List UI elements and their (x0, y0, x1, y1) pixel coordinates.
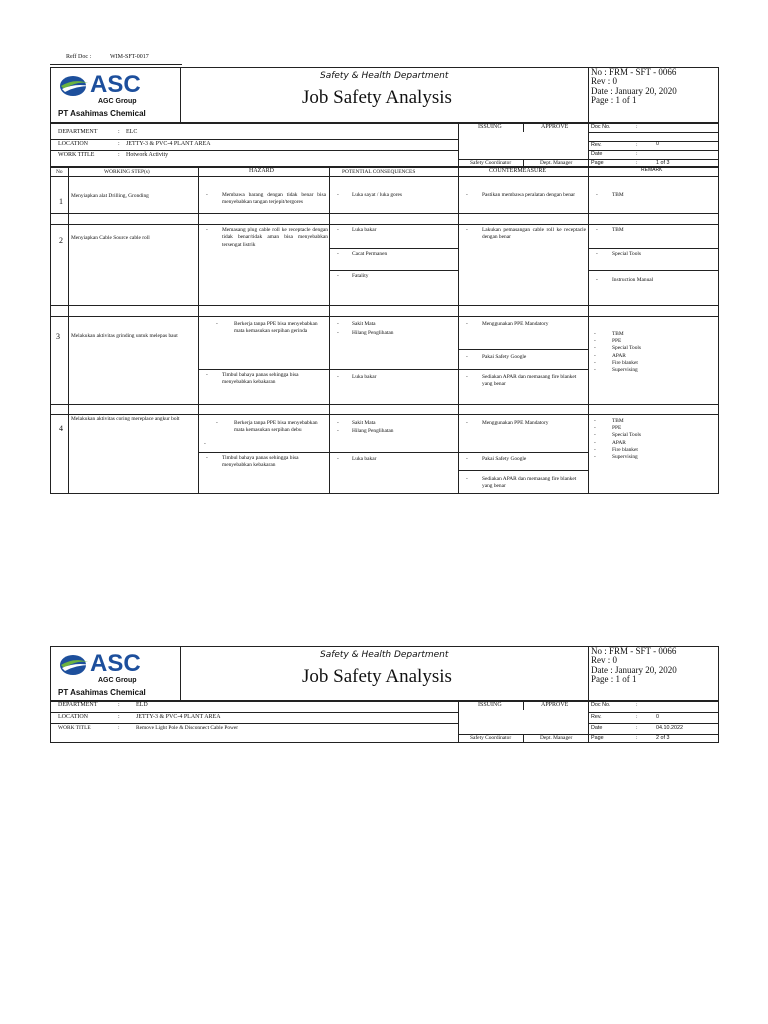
remark-text: Supervising (612, 453, 638, 460)
dash: - (594, 453, 596, 460)
dash: - (594, 439, 596, 446)
ref-doc-label: Reff Doc : (66, 54, 92, 60)
hazard-text: Membawa barang dengan tidak benar bisa menyebabkan tangan terjepit/tergores (222, 192, 326, 206)
rev-label: Rev. (591, 142, 602, 148)
sep: : (118, 714, 120, 720)
remark-text: APAR (612, 352, 626, 359)
header-dept: Safety & Health Department (320, 71, 449, 81)
sep: : (118, 141, 120, 147)
hazard-text: Berkerja tanpa PPE bisa menyebabkan mata kemasukan serpihan debu (234, 420, 318, 434)
doc-info (591, 647, 677, 685)
approve-label: APPROVE (541, 124, 569, 130)
dash: - (216, 321, 218, 327)
remark-text: Supervising (612, 366, 638, 373)
dash: - (596, 192, 598, 198)
row-number: 3 (56, 332, 60, 341)
safety-coordinator-label: Safety Coordinator (470, 735, 512, 741)
dash: - (337, 227, 339, 233)
dash: - (206, 227, 208, 233)
dash: - (337, 251, 339, 257)
remark-list (594, 331, 641, 374)
work-title-value: Hotwork Activity (126, 152, 169, 158)
countermeasure-text: Sediakan APAR dan memasang fire blanket yang benar (482, 476, 577, 490)
row-number: 1 (59, 197, 63, 206)
rev-value: 0 (656, 141, 659, 147)
remark-text: TBM (612, 192, 624, 198)
issuing-label: ISSUING (478, 702, 502, 708)
remark-text: Instruction Manual (612, 277, 654, 283)
col-header-countermeasure: COUNTERMEASURE (489, 168, 547, 174)
dept-manager-label: Dept. Manager (540, 735, 573, 741)
dash: - (337, 420, 339, 426)
company-logo (58, 650, 176, 700)
logo-group: AGC Group (98, 98, 137, 105)
location-value: JETTY-3 & PVC-4 PLANT AREA (126, 141, 211, 147)
dash: - (594, 425, 596, 432)
remark-text: APAR (612, 439, 626, 446)
dash: - (596, 277, 598, 283)
doc-info-no: No : FRM - SFT - 0066 (591, 67, 677, 77)
dash: - (337, 192, 339, 198)
dept-manager-label: Dept. Manager (540, 160, 573, 166)
page-value: 2 of 3 (656, 735, 670, 741)
remark-text: Fire blanket (612, 359, 638, 366)
logo-company: PT Asahimas Chemical (58, 109, 146, 118)
working-step: Menyiapkan Cable Source cable roll (71, 235, 150, 241)
dash: - (466, 374, 468, 380)
dash: - (337, 428, 339, 434)
sep: : (118, 152, 120, 158)
dash: - (337, 374, 339, 380)
safety-coordinator-label: Safety Coordinator (470, 160, 512, 166)
dash: - (466, 420, 468, 426)
hazard-text: Timbul bahaya panas sehingga bisa menyebabkan kebakaran (222, 372, 299, 386)
date-label: Date (591, 725, 603, 731)
hazard-text: Timbul bahaya panas sehingga bisa menyebabkan kebakaran (222, 455, 299, 469)
dash: - (594, 331, 596, 337)
countermeasure-text: Menggunakan PPE Mandatory (482, 420, 549, 426)
countermeasure-text: Sediakan APAR dan memasang fire blanket yang benar (482, 374, 577, 388)
working-step: Melakukan aktivitas grinding untuk melepas baut (71, 333, 178, 339)
sep: : (118, 725, 120, 731)
dash: - (594, 432, 596, 439)
page-title: Job Safety Analysis (302, 666, 452, 687)
company-logo (58, 71, 176, 121)
department-value: ELC (126, 129, 138, 135)
sep: : (636, 714, 638, 720)
dash: - (466, 321, 468, 327)
page-value: 1 of 3 (656, 160, 670, 166)
consequence-text: Fatality (352, 273, 369, 279)
issuing-label: ISSUING (478, 124, 502, 130)
page-title: Job Safety Analysis (302, 87, 452, 108)
sep: : (636, 160, 638, 166)
department-label: DEPARTMENT (58, 129, 98, 135)
page-label: Page (591, 160, 604, 166)
logo-company: PT Asahimas Chemical (58, 688, 146, 697)
countermeasure-text: Pakai Safety Google (482, 456, 527, 462)
remark-text: Fire blanket (612, 446, 638, 453)
dash: - (337, 330, 339, 336)
countermeasure-text: Pakai Safety Google (482, 354, 527, 360)
consequence-text: Sakit Mata (352, 321, 376, 327)
remark-text: TBM (612, 418, 624, 424)
doc-info-rev: Rev : 0 (591, 76, 617, 87)
remark-text: TBM (612, 227, 624, 233)
doc-info (591, 68, 677, 106)
header-dept: Safety & Health Department (320, 650, 449, 660)
work-title-label: WORK TITLE (58, 725, 91, 731)
col-header-hazard: HAZARD (249, 168, 274, 174)
date-value: 04.10.2022 (656, 725, 683, 731)
col-header-consequences: POTENTIAL CONSEQUENCES (342, 169, 416, 175)
dash: - (216, 420, 218, 426)
logo-group: AGC Group (98, 677, 137, 684)
sep: : (636, 735, 638, 741)
countermeasure-text: Pastikan membawa peralatan dengan benar (482, 192, 576, 198)
dash: - (594, 366, 596, 373)
doc-no-label: Doc No. (591, 124, 611, 130)
logo-brand: ASC (90, 71, 141, 98)
dash: - (594, 446, 596, 453)
dash: - (206, 192, 208, 198)
work-title-label: WORK TITLE (58, 152, 95, 158)
remark-list (594, 418, 641, 461)
consequence-text: Sakit Mata (352, 420, 376, 426)
col-header-no: No (56, 169, 63, 175)
department-value: ELD (136, 702, 148, 708)
dash: - (594, 352, 596, 359)
sep: : (636, 151, 638, 157)
consequence-text: Cacat Permanen (352, 251, 388, 257)
doc-info-date: Date : January 20, 2020 (591, 85, 677, 96)
dash: - (466, 456, 468, 462)
doc-info-page: Page : 1 of 1 (591, 95, 637, 106)
row-number: 2 (59, 236, 63, 245)
sep: : (636, 702, 638, 708)
consequence-text: Luka sayat / luka gores (352, 192, 402, 198)
consequence-text: Hilang Penglihatan (352, 428, 394, 434)
page-label: Page (591, 735, 604, 741)
sep: : (636, 725, 638, 731)
department-label: DEPARTMENT (58, 702, 98, 708)
doc-info-no: No : FRM - SFT - 0066 (591, 646, 677, 656)
consequence-text: Hilang Penglihatan (352, 330, 394, 336)
date-label: Date (591, 151, 603, 157)
remark-text: PPE (612, 338, 622, 345)
ref-doc-value: WIM-SFT-0017 (110, 54, 149, 60)
dash: - (206, 455, 208, 461)
remark-text: TBM (612, 331, 624, 337)
remark-text: Special Tools (612, 251, 642, 257)
hazard-text: Berkerja tanpa PPE bisa menyebabkan mata kemasukan serpihan gerinda (234, 321, 318, 335)
location-label: LOCATION (58, 714, 88, 720)
dash: - (206, 372, 208, 378)
dash: - (594, 345, 596, 352)
consequence-text: Luka bakar (352, 456, 377, 462)
doc-info-page: Page : 1 of 1 (591, 674, 637, 685)
countermeasure-text: Menggunakan PPE Mandatory (482, 321, 549, 327)
consequence-text: Luka bakar (352, 227, 377, 233)
doc-info-date: Date : January 20, 2020 (591, 664, 677, 675)
remark-text: Special Tools (612, 345, 642, 352)
hazard-text: Memasang plug cable roll ke receptacle dengan tidak benar/tidak aman bisa menyebabkan tersengat listrik (222, 227, 328, 248)
doc-info-rev: Rev : 0 (591, 655, 617, 666)
consequence-text: Luka bakar (352, 374, 377, 380)
sep: : (636, 142, 638, 148)
dash: - (466, 192, 468, 198)
dash: - (337, 456, 339, 462)
countermeasure-text: Lakukan pemasangan cable roll ke receptacle dengan benar (482, 227, 586, 241)
working-step: Melakukan aktivitas coring mereplace angkur bolt (71, 416, 180, 422)
remark-text: Special Tools (612, 432, 642, 439)
remark-text: PPE (612, 425, 622, 432)
dash: - (596, 251, 598, 257)
rev-value: 0 (656, 714, 659, 720)
dash: - (594, 418, 596, 424)
working-step: Menyiapkan alat Drilling, Gronding (71, 193, 149, 199)
dash: - (337, 273, 339, 279)
col-header-working-steps: WORKING STEP(s) (104, 169, 150, 175)
approve-label: APPROVE (541, 702, 569, 708)
dash: - (594, 359, 596, 366)
logo-brand: ASC (90, 650, 141, 677)
dash: - (466, 354, 468, 360)
sep: : (636, 124, 638, 130)
dash: - (596, 227, 598, 233)
col-header-remark: REMARK (641, 167, 663, 173)
doc-no-label: Doc No. (591, 702, 611, 708)
location-label: LOCATION (58, 141, 88, 147)
sep: : (118, 702, 120, 708)
rev-label: Rev. (591, 714, 602, 720)
dash: - (594, 338, 596, 345)
row-number: 4 (59, 424, 63, 433)
work-title-value: Remove Light Pole & Disconnect Cable Power (136, 725, 239, 731)
location-value: JETTY-3 & PVC-4 PLANT AREA (136, 714, 221, 720)
dash: - (204, 441, 206, 447)
sep: : (118, 129, 120, 135)
dash: - (466, 476, 468, 482)
dash: - (337, 321, 339, 327)
dash: - (466, 227, 468, 233)
